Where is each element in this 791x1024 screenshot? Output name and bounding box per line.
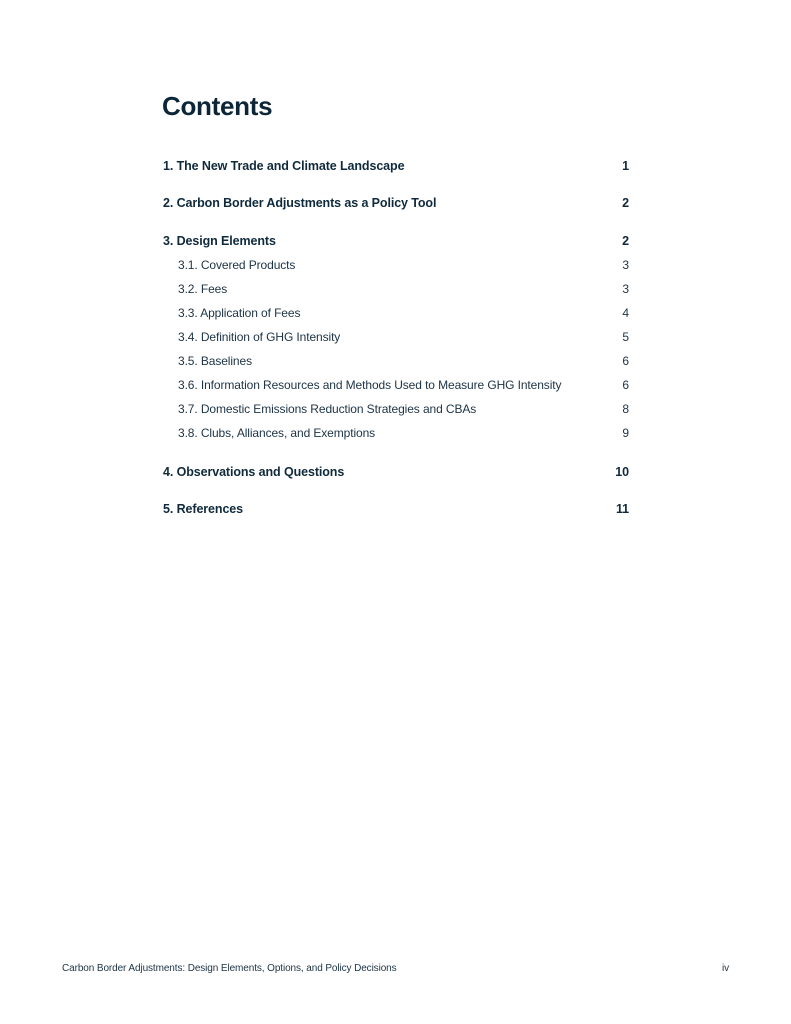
toc-entry-page: 1 [622, 159, 629, 173]
toc-entry-page: 6 [622, 378, 629, 392]
toc-entry-label: 3.6. Information Resources and Methods Used to Measure GHG Intensity [178, 378, 562, 392]
toc-entry-page: 2 [622, 196, 629, 210]
toc-entry-label: 3.7. Domestic Emissions Reduction Strategies and CBAs [178, 402, 477, 416]
toc-entry-3-1[interactable] [178, 256, 629, 274]
toc-entry-page: 4 [622, 306, 629, 320]
footer-page-number: iv [721, 962, 729, 974]
page-footer [62, 960, 729, 976]
toc-entry-page: 9 [622, 426, 629, 440]
toc-entry-label: 4. Observations and Questions [163, 465, 345, 479]
toc-entry-label: 3.1. Covered Products [178, 258, 296, 272]
toc-entry-label: 3. Design Elements [163, 234, 276, 248]
toc-entry-3-7[interactable] [178, 400, 629, 418]
toc-entry-label: 5. References [163, 502, 243, 516]
toc-entry-3-2[interactable] [178, 280, 629, 298]
toc-entry-label: 3.4. Definition of GHG Intensity [178, 330, 341, 344]
page-title: Contents [162, 91, 273, 121]
toc-entry-page: 6 [622, 354, 629, 368]
toc-entry-page: 3 [622, 282, 629, 296]
toc-entry-4[interactable] [163, 463, 629, 481]
toc-entry-page: 10 [615, 465, 629, 479]
toc-entry-page: 2 [622, 234, 629, 248]
toc-entry-5[interactable] [163, 500, 629, 518]
toc-entry-label: 3.8. Clubs, Alliances, and Exemptions [178, 426, 376, 440]
toc-entry-page: 11 [615, 502, 629, 516]
footer-document-title: Carbon Border Adjustments: Design Elements, Options, and Policy Decisions [62, 962, 397, 974]
toc-entry-3-6[interactable] [178, 376, 629, 394]
toc-entry-3-3[interactable] [178, 304, 629, 322]
toc-entry-3-5[interactable] [178, 352, 629, 370]
toc-entry-3-4[interactable] [178, 328, 629, 346]
toc-entry-label: 3.3. Application of Fees [178, 306, 301, 320]
toc-entry-page: 5 [622, 330, 629, 344]
toc-entry-page: 3 [622, 258, 629, 272]
toc-entry-3[interactable] [163, 232, 629, 250]
toc-entry-1[interactable] [163, 157, 629, 175]
toc-entry-page: 8 [622, 402, 629, 416]
toc-entry-label: 3.2. Fees [178, 282, 228, 296]
toc-entry-label: 1. The New Trade and Climate Landscape [163, 159, 405, 173]
toc-entry-3-8[interactable] [178, 424, 629, 442]
toc-entry-label: 3.5. Baselines [178, 354, 252, 368]
toc-entry-label: 2. Carbon Border Adjustments as a Policy Tool [163, 196, 437, 210]
toc-entry-2[interactable] [163, 194, 629, 212]
